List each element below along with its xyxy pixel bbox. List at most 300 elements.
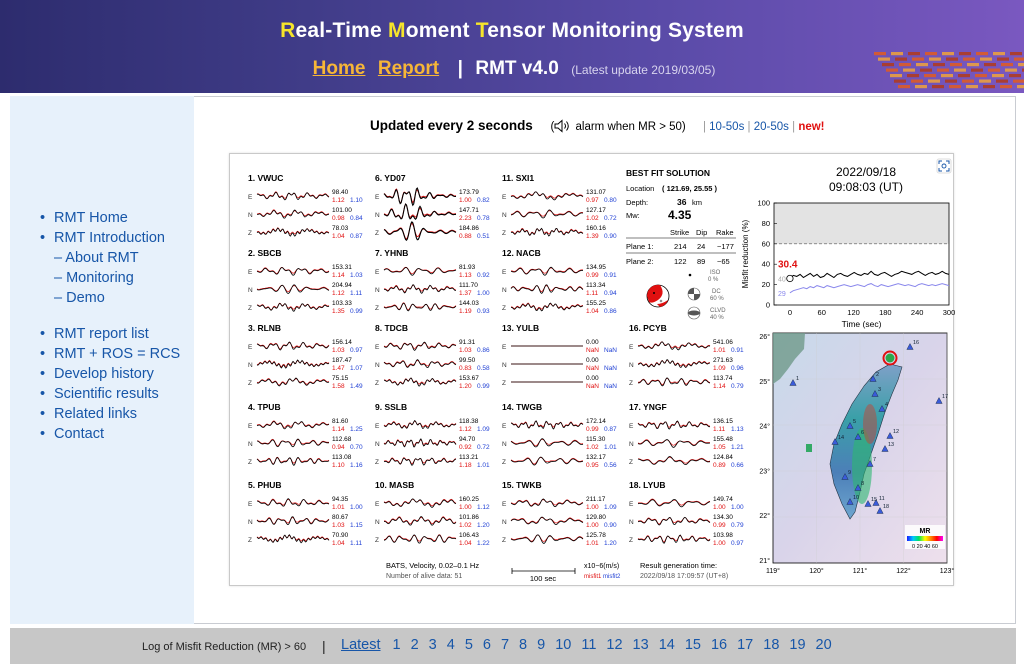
deco-tile bbox=[983, 85, 995, 88]
alarm-zone bbox=[774, 203, 949, 244]
clvd-icon bbox=[688, 307, 700, 319]
misfit1-value: 1.03 bbox=[332, 522, 345, 529]
observed-waveform bbox=[384, 535, 456, 543]
deco-tile bbox=[908, 52, 920, 55]
misfit2-value: 0.79 bbox=[731, 383, 744, 390]
max-amplitude: 94.35 bbox=[332, 496, 349, 503]
log-page-link[interactable]: 9 bbox=[537, 637, 546, 653]
deco-tile bbox=[996, 80, 1008, 83]
deco-tile bbox=[1001, 63, 1013, 66]
misfit2-value: 0.84 bbox=[350, 215, 363, 222]
misfit1-value: NaN bbox=[586, 383, 600, 390]
plane-header: Rake bbox=[716, 228, 734, 237]
header-separator: | bbox=[457, 58, 463, 79]
station-label: 17. YNGF bbox=[629, 402, 667, 412]
log-page-link[interactable]: 12 bbox=[606, 637, 623, 653]
misfit1-value: 0.83 bbox=[459, 365, 472, 372]
deco-tile bbox=[929, 58, 941, 61]
period-20-50-link[interactable]: 20-50s bbox=[753, 121, 789, 133]
misfit2-value: 0.78 bbox=[477, 215, 490, 222]
max-amplitude: 81.60 bbox=[332, 418, 349, 425]
max-amplitude: 173.79 bbox=[459, 189, 479, 196]
misfit2-value: 1.20 bbox=[477, 522, 490, 529]
misfit1-value: 1.12 bbox=[332, 290, 345, 297]
observed-waveform bbox=[511, 535, 583, 544]
station-label: 11. SXI1 bbox=[502, 173, 535, 183]
misfit2-value: 1.01 bbox=[604, 444, 617, 451]
log-page-link[interactable]: 11 bbox=[581, 637, 597, 653]
sidebar bbox=[10, 96, 194, 624]
event-date: 2022/09/18 bbox=[835, 165, 897, 179]
component-label: Z bbox=[629, 459, 633, 466]
component-label: Z bbox=[502, 230, 506, 237]
log-page-link[interactable]: 10 bbox=[555, 637, 572, 653]
station-number: 8 bbox=[861, 481, 865, 487]
sidebar-item-label: – Demo bbox=[54, 290, 105, 306]
status-line bbox=[370, 118, 825, 133]
misfit2-value: 1.03 bbox=[350, 272, 363, 279]
sidebar-item-label: RMT Introduction bbox=[54, 230, 165, 246]
misfit1-value: 1.12 bbox=[332, 197, 345, 204]
station-panel bbox=[248, 173, 363, 240]
log-page-link[interactable]: 2 bbox=[410, 637, 419, 653]
component-label: Z bbox=[629, 537, 633, 544]
x-tick-label: 180 bbox=[879, 308, 892, 317]
max-amplitude: 155.25 bbox=[586, 300, 606, 307]
misfit1-value: 1.02 bbox=[459, 522, 472, 529]
observed-waveform bbox=[638, 457, 710, 465]
station-map bbox=[759, 333, 954, 575]
title-word: oment bbox=[405, 19, 476, 42]
y-tick-label: 60 bbox=[761, 239, 770, 249]
component-label: Z bbox=[248, 230, 252, 237]
home-link[interactable]: Home bbox=[312, 58, 366, 79]
max-amplitude: 129.80 bbox=[586, 514, 606, 521]
misfit2-value: 0.51 bbox=[477, 233, 490, 240]
sidebar-item-label: Develop history bbox=[54, 366, 154, 382]
map-lat-label: 25° bbox=[759, 378, 770, 386]
deco-tile bbox=[993, 52, 1005, 55]
data-source: BATS, Velocity, 0.02–0.1 Hz bbox=[386, 561, 480, 570]
penghu-islands bbox=[806, 444, 812, 452]
station-label: 10. MASB bbox=[375, 480, 415, 490]
deco-tile bbox=[898, 85, 910, 88]
header-decoration bbox=[854, 0, 1024, 93]
log-page-link[interactable]: 4 bbox=[446, 637, 455, 653]
misfit1-value: 1.39 bbox=[586, 233, 599, 240]
max-amplitude: 132.17 bbox=[586, 454, 606, 461]
misfit2-value: 1.15 bbox=[350, 522, 363, 529]
misfit1-value: NaN bbox=[586, 365, 600, 372]
observed-waveform bbox=[257, 304, 329, 312]
station-label: 4. TPUB bbox=[248, 402, 281, 412]
station-number: 14 bbox=[838, 435, 845, 441]
component-label: Z bbox=[248, 537, 252, 544]
station-number: 18 bbox=[883, 504, 890, 510]
misfit1-value: 1.02 bbox=[586, 444, 599, 451]
deco-tile bbox=[958, 74, 970, 77]
misfit1-value: 0.99 bbox=[586, 426, 599, 433]
misfit1-value: 1.02 bbox=[586, 215, 599, 222]
misfit2-value: NaN bbox=[604, 347, 618, 354]
max-amplitude: 127.17 bbox=[586, 207, 606, 214]
synthetic-waveform bbox=[257, 421, 329, 427]
component-label: E bbox=[375, 344, 380, 351]
plane1-label: Plane 1: bbox=[626, 242, 654, 251]
sidebar-item[interactable] bbox=[40, 228, 180, 248]
period-10-50-link[interactable]: 10-50s bbox=[709, 121, 745, 133]
log-page-link[interactable]: 19 bbox=[789, 637, 806, 653]
component-label: N bbox=[502, 362, 507, 369]
max-amplitude: 149.74 bbox=[713, 496, 733, 503]
misfit2-value: 0.86 bbox=[604, 308, 617, 315]
misfit1-value: 1.14 bbox=[713, 383, 726, 390]
max-amplitude: 0.00 bbox=[586, 375, 599, 382]
misfit2-value: 0.91 bbox=[731, 347, 744, 354]
sidebar-item[interactable] bbox=[40, 424, 180, 444]
component-label: N bbox=[502, 441, 507, 448]
component-label: Z bbox=[502, 459, 506, 466]
station-label: 1. VWUC bbox=[248, 173, 284, 183]
component-label: N bbox=[502, 287, 507, 294]
iso-icon bbox=[689, 274, 692, 277]
observed-waveform bbox=[257, 378, 329, 386]
misfit1-value: 0.98 bbox=[332, 215, 345, 222]
misfit1-value: 1.04 bbox=[332, 540, 345, 547]
misfit1-value: 0.99 bbox=[586, 272, 599, 279]
log-page-link[interactable]: 15 bbox=[684, 637, 701, 653]
scalebar-label: 100 sec bbox=[529, 574, 557, 583]
component-label: Z bbox=[248, 305, 252, 312]
station-panel bbox=[502, 173, 617, 240]
station-panel bbox=[375, 402, 490, 469]
max-amplitude: 211.17 bbox=[586, 496, 606, 503]
station-panel bbox=[248, 248, 363, 315]
component-label: Z bbox=[629, 380, 633, 387]
misfit2-value: 1.09 bbox=[604, 504, 617, 511]
max-amplitude: 134.95 bbox=[586, 264, 606, 271]
max-amplitude: 160.16 bbox=[586, 225, 606, 232]
station-panel bbox=[248, 323, 363, 390]
plane-header: Strike bbox=[670, 228, 690, 237]
iso-value: 0 % bbox=[708, 277, 719, 283]
station-label: 16. PCYB bbox=[629, 323, 667, 333]
component-label: E bbox=[248, 269, 253, 276]
y-tick-label: 40 bbox=[761, 259, 770, 269]
max-amplitude: 204.94 bbox=[332, 282, 352, 289]
observed-waveform bbox=[257, 268, 329, 276]
latest-log-link[interactable]: Latest bbox=[341, 637, 381, 653]
map-lat-label: 22° bbox=[759, 513, 770, 521]
component-label: N bbox=[629, 519, 634, 526]
station-number: 16 bbox=[913, 340, 920, 346]
component-label: E bbox=[375, 269, 380, 276]
misfit2-value: 1.21 bbox=[731, 444, 744, 451]
log-page-link[interactable]: 14 bbox=[658, 637, 675, 653]
deco-tile bbox=[950, 63, 962, 66]
misfit1-value: 1.11 bbox=[586, 290, 599, 297]
latest-update-label: (Latest update 2019/03/05) bbox=[571, 63, 716, 77]
misfit2-value: 0.72 bbox=[604, 215, 617, 222]
misfit1-value: 1.04 bbox=[332, 233, 345, 240]
misfit1-value: 1.04 bbox=[459, 540, 472, 547]
deco-tile bbox=[928, 80, 940, 83]
deco-tile bbox=[878, 58, 890, 61]
location-value: ( 121.69, 25.55 ) bbox=[662, 184, 718, 193]
alarm-paren: ( bbox=[550, 121, 555, 133]
observed-waveform bbox=[257, 360, 329, 368]
component-label: E bbox=[629, 344, 634, 351]
misfit2-value: 1.00 bbox=[731, 504, 744, 511]
sidebar-item[interactable] bbox=[40, 344, 180, 364]
misfit2-value: 0.97 bbox=[731, 540, 744, 547]
observed-waveform bbox=[384, 378, 456, 386]
misfit2-value: 1.25 bbox=[350, 426, 363, 433]
mr-series-2 bbox=[790, 284, 949, 293]
log-page-link[interactable]: 3 bbox=[428, 637, 437, 653]
misfit1-value: 1.12 bbox=[459, 426, 472, 433]
deco-tile bbox=[903, 69, 915, 72]
deco-tile bbox=[971, 69, 983, 72]
misfit1-value: 0.95 bbox=[586, 462, 599, 469]
station-label: 15. TWKB bbox=[502, 480, 542, 490]
deco-tile bbox=[895, 58, 907, 61]
max-amplitude: 75.15 bbox=[332, 375, 349, 382]
max-amplitude: 160.25 bbox=[459, 496, 479, 503]
misfit2-value: 0.80 bbox=[604, 197, 617, 204]
sidebar-item[interactable] bbox=[40, 364, 180, 384]
component-label: E bbox=[502, 501, 507, 508]
station-number: 7 bbox=[873, 457, 877, 463]
station-panel bbox=[375, 323, 490, 390]
log-page-link[interactable]: 7 bbox=[500, 637, 510, 653]
x-tick-label: 300 bbox=[942, 308, 955, 317]
observed-waveform bbox=[638, 500, 710, 507]
misfit1-value: 1.00 bbox=[713, 504, 726, 511]
misfit1-value: 1.20 bbox=[459, 383, 472, 390]
component-label: E bbox=[502, 344, 507, 351]
result-time-value: 2022/09/18 17:09:57 (UT+8) bbox=[640, 573, 729, 580]
synthetic-waveform bbox=[257, 457, 329, 464]
component-label: E bbox=[502, 423, 507, 430]
sidebar-item[interactable] bbox=[40, 208, 180, 228]
focus-icon[interactable] bbox=[937, 159, 951, 173]
component-label: N bbox=[248, 212, 253, 219]
deco-tile bbox=[1010, 52, 1022, 55]
misfit1-value: 0.99 bbox=[713, 522, 726, 529]
mr-tertiary-value: 29 bbox=[778, 290, 786, 298]
depth-unit: km bbox=[692, 198, 702, 207]
alarm-toggle[interactable] bbox=[550, 121, 689, 133]
observed-waveform bbox=[257, 210, 329, 218]
log-page-link[interactable]: 6 bbox=[482, 637, 491, 653]
deco-tile bbox=[980, 58, 992, 61]
log-page-link[interactable]: 8 bbox=[519, 637, 528, 653]
misfit1-value: 1.03 bbox=[332, 347, 345, 354]
misfit1-value: 1.58 bbox=[332, 383, 345, 390]
misfit1-value: 1.00 bbox=[713, 540, 726, 547]
sidebar-item[interactable] bbox=[40, 324, 180, 344]
max-amplitude: 113.74 bbox=[713, 375, 733, 382]
new-link[interactable]: new! bbox=[798, 121, 825, 133]
misfit1-value: 0.94 bbox=[332, 444, 345, 451]
misfit2-value: 1.22 bbox=[477, 540, 490, 547]
observed-waveform bbox=[511, 421, 583, 429]
station-number: 4 bbox=[885, 402, 889, 408]
y-tick-label: 20 bbox=[761, 280, 770, 290]
max-amplitude: 101.00 bbox=[332, 207, 352, 214]
sidebar-item-label: Related links bbox=[54, 406, 138, 422]
observed-waveform bbox=[257, 499, 329, 507]
misfit2-value: 1.00 bbox=[350, 504, 363, 511]
observed-waveform bbox=[384, 222, 456, 240]
station-number: 6 bbox=[861, 430, 865, 436]
links-bar: | bbox=[702, 121, 706, 133]
title-capital: R bbox=[280, 19, 296, 42]
log-page-link[interactable]: 5 bbox=[464, 637, 473, 653]
misfit2-value: 0.94 bbox=[604, 290, 617, 297]
log-page-link[interactable]: 18 bbox=[763, 637, 780, 653]
sidebar-item[interactable] bbox=[40, 404, 180, 424]
station-label: 3. RLNB bbox=[248, 323, 282, 333]
x-tick-label: 240 bbox=[910, 308, 924, 317]
synthetic-waveform bbox=[511, 192, 583, 198]
component-label: N bbox=[248, 519, 253, 526]
plane1-value: −177 bbox=[717, 242, 734, 251]
log-page-link[interactable]: 13 bbox=[632, 637, 649, 653]
misfit2-value: 0.66 bbox=[731, 462, 744, 469]
beachball-icon bbox=[647, 285, 669, 307]
station-number: 9 bbox=[848, 470, 852, 476]
best-fit-solution bbox=[626, 168, 736, 321]
x-tick-label: 120 bbox=[847, 308, 860, 317]
max-amplitude: 0.00 bbox=[586, 357, 599, 364]
misfit1-value: 1.18 bbox=[459, 462, 472, 469]
deco-tile bbox=[916, 63, 928, 66]
deco-tile bbox=[924, 74, 936, 77]
misfit2-value: 0.92 bbox=[477, 272, 490, 279]
sidebar-item[interactable] bbox=[40, 384, 180, 404]
y-tick-label: 80 bbox=[761, 218, 770, 228]
misfit1-value: 1.04 bbox=[586, 308, 599, 315]
component-label: E bbox=[248, 344, 253, 351]
station-label: 18. LYUB bbox=[629, 480, 666, 490]
deco-tile bbox=[941, 74, 953, 77]
station-label: 14. TWGB bbox=[502, 402, 543, 412]
misfit2-value: 1.11 bbox=[350, 540, 363, 547]
current-mr-value: 30.4 bbox=[778, 259, 798, 271]
max-amplitude: 94.70 bbox=[459, 436, 476, 443]
deco-tile bbox=[915, 85, 927, 88]
max-amplitude: 111.70 bbox=[459, 282, 478, 289]
component-label: E bbox=[502, 269, 507, 276]
misfit1-value: 1.01 bbox=[713, 347, 726, 354]
station-panel bbox=[629, 402, 744, 469]
deco-tile bbox=[984, 63, 996, 66]
alarm-text: alarm when MR > 50) bbox=[575, 121, 686, 133]
sidebar-item-label: Contact bbox=[54, 426, 104, 442]
station-number: 5 bbox=[853, 419, 857, 425]
misfit1-value: 0.88 bbox=[459, 233, 472, 240]
depth-label: Depth: bbox=[626, 198, 649, 207]
report-link[interactable]: Report bbox=[377, 58, 440, 79]
station-panel bbox=[502, 480, 617, 547]
deco-tile bbox=[1018, 63, 1024, 66]
log-page-link[interactable]: 20 bbox=[815, 637, 832, 653]
max-amplitude: 153.67 bbox=[459, 375, 479, 382]
deco-tile bbox=[954, 69, 966, 72]
mr-log-pages bbox=[341, 637, 842, 653]
observed-waveform bbox=[257, 439, 329, 447]
log-page-link[interactable]: 16 bbox=[710, 637, 728, 653]
misfit2-value: 0.90 bbox=[604, 522, 617, 529]
station-panel bbox=[502, 248, 617, 315]
component-label: N bbox=[629, 362, 634, 369]
misfit2-value: 1.09 bbox=[477, 426, 490, 433]
station-number: 12 bbox=[893, 429, 900, 435]
current-mr-marker bbox=[787, 275, 793, 281]
mw-value: 4.35 bbox=[668, 208, 692, 222]
amplitude-units: x10−6(m/s) bbox=[584, 563, 620, 570]
observed-waveform bbox=[384, 188, 456, 205]
observed-waveform bbox=[384, 421, 456, 429]
max-amplitude: 153.31 bbox=[332, 264, 352, 271]
result-time-label: Result generation time: bbox=[640, 561, 718, 570]
observed-waveform bbox=[511, 499, 583, 507]
deco-tile bbox=[988, 69, 1000, 72]
station-panel bbox=[375, 480, 490, 547]
misfit2-value: 0.97 bbox=[350, 347, 363, 354]
deco-tile bbox=[975, 74, 987, 77]
sidebar-item[interactable] bbox=[40, 268, 180, 288]
misfit2-value: 0.70 bbox=[350, 444, 363, 451]
log-page-link[interactable]: 1 bbox=[392, 637, 401, 653]
deco-tile bbox=[967, 63, 979, 66]
station-panel bbox=[629, 323, 744, 390]
misfit2-value: 0.72 bbox=[477, 444, 490, 451]
max-amplitude: 78.03 bbox=[332, 225, 349, 232]
observed-waveform bbox=[384, 342, 456, 350]
max-amplitude: 131.07 bbox=[586, 189, 606, 196]
bullet-icon: • bbox=[40, 366, 46, 382]
dc-value: 60 % bbox=[710, 296, 724, 302]
log-page-link[interactable]: 17 bbox=[737, 637, 754, 653]
mr-color-scale bbox=[907, 536, 943, 541]
iso-label: ISO bbox=[710, 270, 721, 276]
station-panel bbox=[502, 323, 617, 390]
bullet-icon: • bbox=[40, 406, 46, 422]
depth-value: 36 bbox=[677, 197, 687, 207]
mw-label: Mw: bbox=[626, 211, 640, 220]
misfit1-value: 1.00 bbox=[586, 504, 599, 511]
station-number: 11 bbox=[879, 496, 885, 502]
misfit2-value: 0.91 bbox=[604, 272, 617, 279]
bullet-icon: • bbox=[40, 426, 46, 442]
mr-series-1 bbox=[790, 271, 949, 278]
sidebar-item[interactable] bbox=[40, 248, 180, 268]
max-amplitude: 80.67 bbox=[332, 514, 349, 521]
component-label: Z bbox=[375, 230, 379, 237]
sidebar-menu bbox=[40, 208, 180, 444]
event-time: 09:08:03 (UT) bbox=[828, 180, 904, 194]
speaker-icon[interactable] bbox=[554, 119, 572, 133]
misfit1-value: 1.37 bbox=[459, 290, 472, 297]
max-amplitude: 144.03 bbox=[459, 300, 479, 307]
max-amplitude: 91.31 bbox=[459, 339, 476, 346]
max-amplitude: 156.14 bbox=[332, 339, 352, 346]
station-panel bbox=[248, 480, 363, 547]
sidebar-item[interactable] bbox=[40, 288, 180, 308]
